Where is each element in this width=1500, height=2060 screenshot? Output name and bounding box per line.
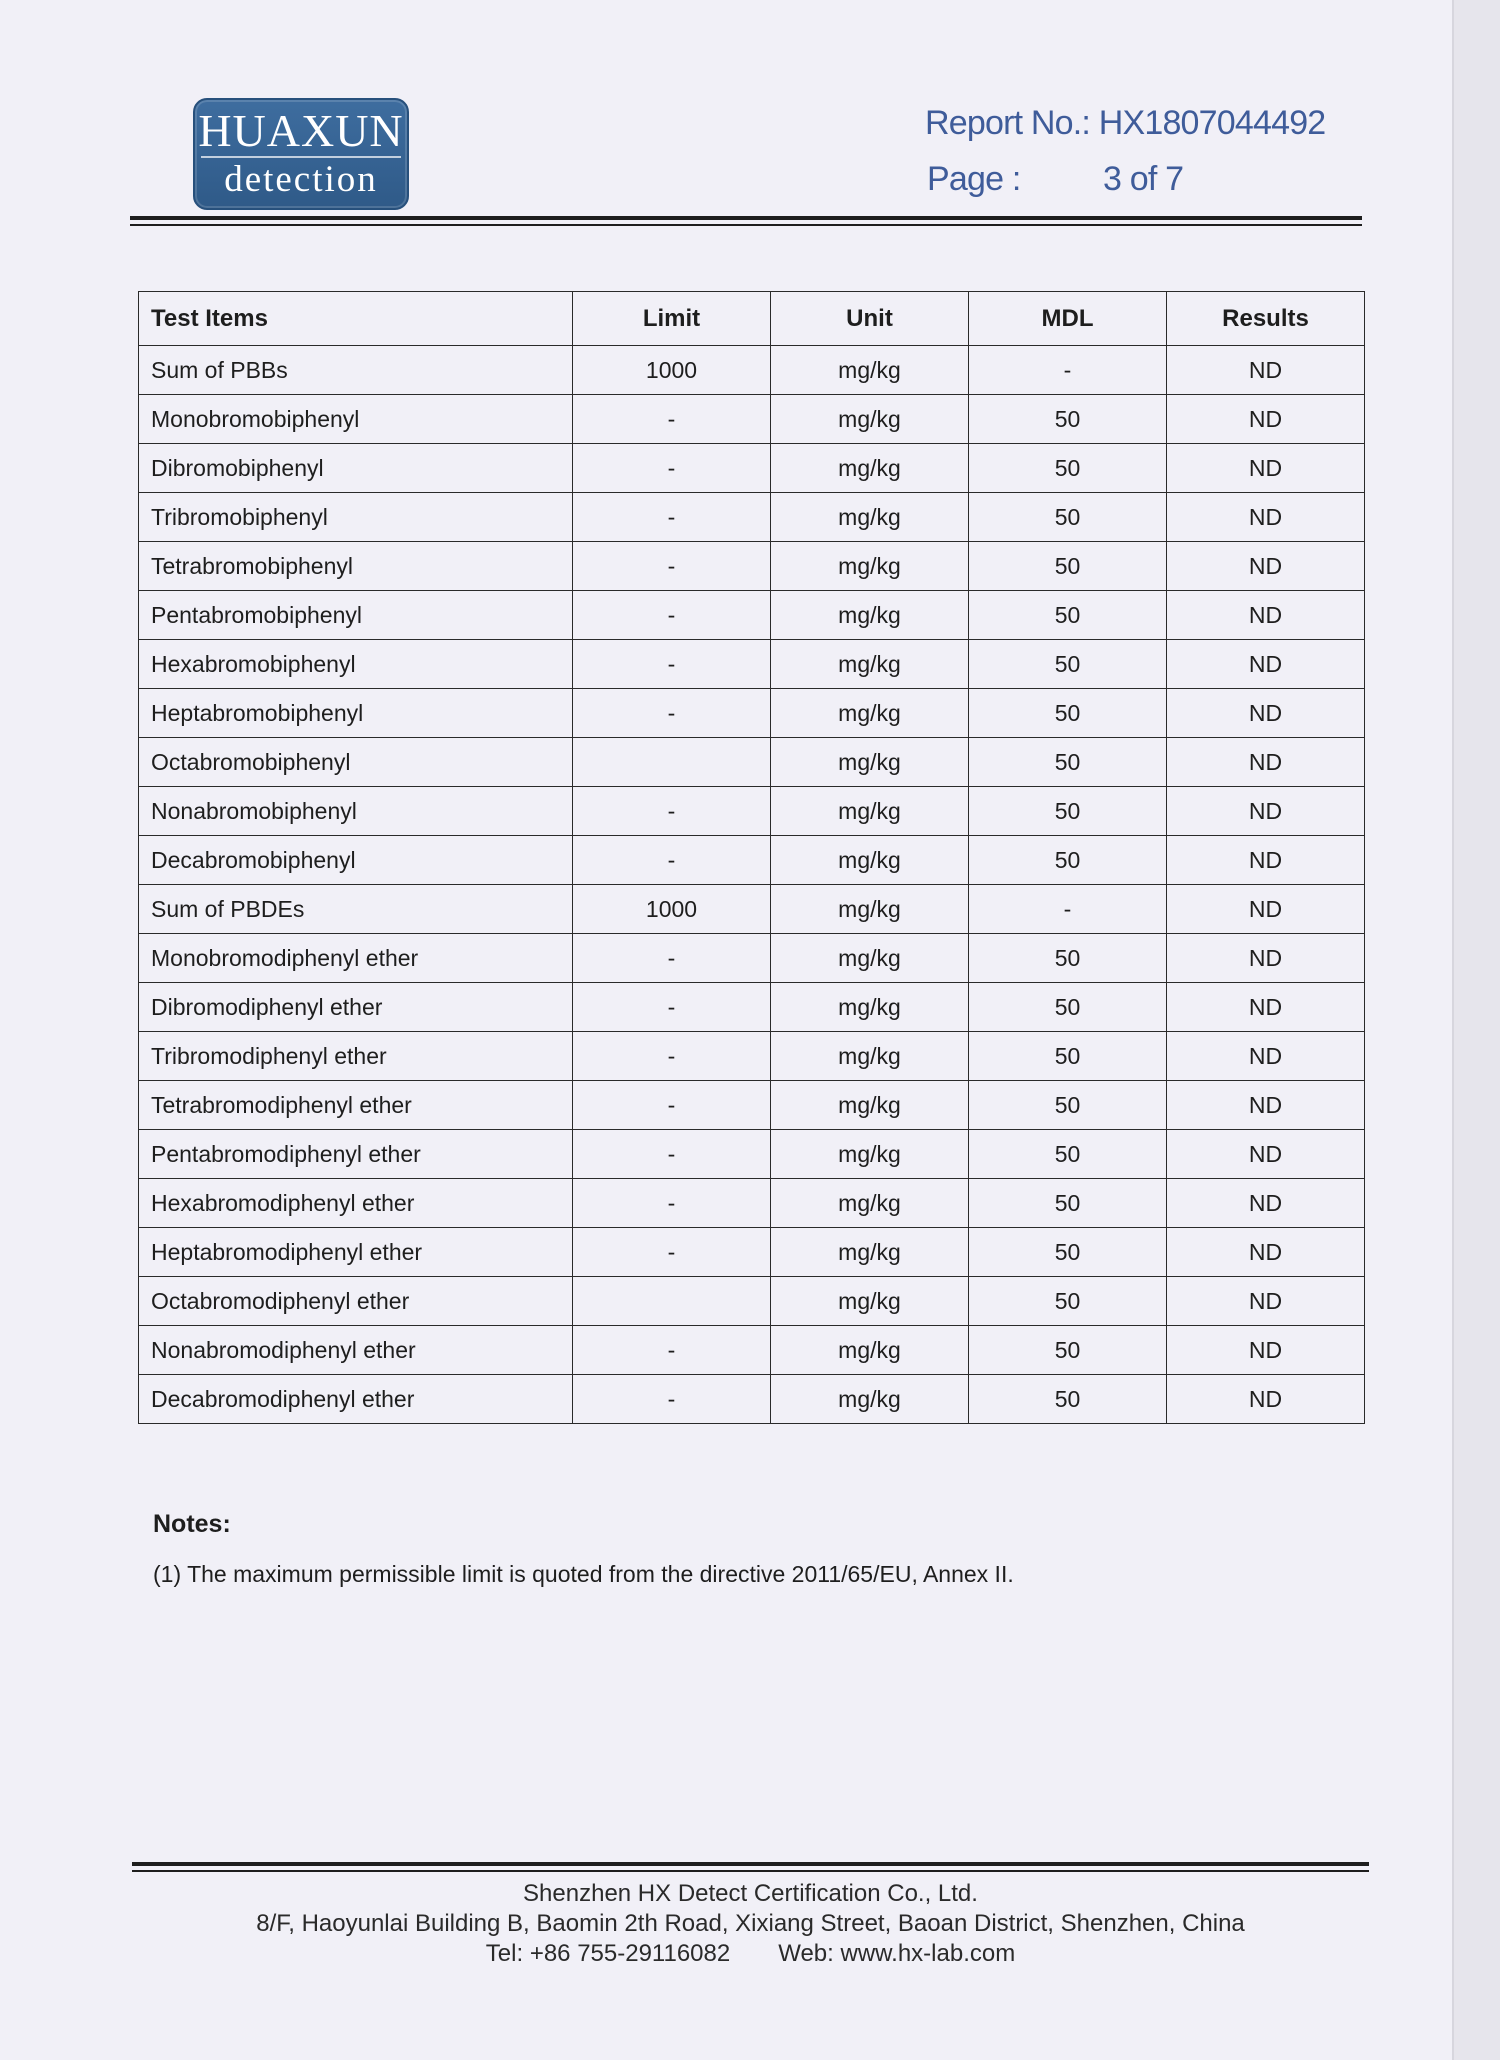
page-indicator [927, 160, 1184, 199]
table-row [139, 1277, 1365, 1326]
cell-limit: - [573, 689, 771, 738]
cell-result: ND [1167, 689, 1365, 738]
cell-limit: - [573, 1130, 771, 1179]
table-row [139, 1228, 1365, 1277]
cell-mdl: 50 [969, 1375, 1167, 1424]
table-row [139, 1326, 1365, 1375]
cell-mdl: 50 [969, 1326, 1167, 1375]
cell-unit: mg/kg [771, 1326, 969, 1375]
cell-result: ND [1167, 1130, 1365, 1179]
table-row [139, 1130, 1365, 1179]
cell-limit: - [573, 395, 771, 444]
cell-mdl: 50 [969, 689, 1167, 738]
column-header-unit: Unit [771, 292, 969, 346]
cell-test-item: Tribromodiphenyl ether [139, 1032, 573, 1081]
footer-address: 8/F, Haoyunlai Building B, Baomin 2th Road, Xixiang Street, Baoan District, Shenzhen, China [256, 1910, 1245, 1937]
cell-limit: - [573, 1326, 771, 1375]
cell-result: ND [1167, 1081, 1365, 1130]
cell-limit: - [573, 787, 771, 836]
cell-unit: mg/kg [771, 1179, 969, 1228]
cell-limit [573, 1277, 771, 1326]
cell-limit: - [573, 640, 771, 689]
cell-limit [573, 738, 771, 787]
cell-limit: - [573, 1375, 771, 1424]
table-row [139, 1179, 1365, 1228]
cell-test-item: Nonabromodiphenyl ether [139, 1326, 573, 1375]
cell-test-item: Dibromobiphenyl [139, 444, 573, 493]
page-label: Page : [927, 160, 1021, 198]
cell-test-item: Hexabromodiphenyl ether [139, 1179, 573, 1228]
logo-subtitle: detection [224, 159, 378, 200]
cell-result: ND [1167, 493, 1365, 542]
cell-unit: mg/kg [771, 1375, 969, 1424]
footer-rule-thin [132, 1870, 1369, 1872]
cell-limit: - [573, 1179, 771, 1228]
cell-result: ND [1167, 395, 1365, 444]
cell-mdl: 50 [969, 493, 1167, 542]
cell-unit: mg/kg [771, 1081, 969, 1130]
cell-test-item: Pentabromobiphenyl [139, 591, 573, 640]
cell-mdl: 50 [969, 1081, 1167, 1130]
cell-unit: mg/kg [771, 395, 969, 444]
cell-mdl: - [969, 346, 1167, 395]
cell-result: ND [1167, 1326, 1365, 1375]
cell-test-item: Decabromodiphenyl ether [139, 1375, 573, 1424]
cell-mdl: 50 [969, 1277, 1167, 1326]
cell-unit: mg/kg [771, 787, 969, 836]
cell-result: ND [1167, 444, 1365, 493]
cell-test-item: Sum of PBDEs [139, 885, 573, 934]
column-header-limit: Limit [573, 292, 771, 346]
footer-rule [132, 1862, 1369, 1866]
cell-mdl: 50 [969, 787, 1167, 836]
header-rule [130, 216, 1362, 220]
cell-unit: mg/kg [771, 346, 969, 395]
cell-limit: - [573, 983, 771, 1032]
cell-result: ND [1167, 836, 1365, 885]
cell-unit: mg/kg [771, 1032, 969, 1081]
cell-mdl: 50 [969, 934, 1167, 983]
cell-limit: - [573, 836, 771, 885]
cell-test-item: Heptabromodiphenyl ether [139, 1228, 573, 1277]
cell-test-item: Tetrabromobiphenyl [139, 542, 573, 591]
cell-result: ND [1167, 934, 1365, 983]
table-header-row [139, 292, 1365, 346]
cell-unit: mg/kg [771, 885, 969, 934]
cell-result: ND [1167, 738, 1365, 787]
cell-test-item: Decabromobiphenyl [139, 836, 573, 885]
cell-mdl: 50 [969, 1130, 1167, 1179]
cell-test-item: Nonabromobiphenyl [139, 787, 573, 836]
cell-unit: mg/kg [771, 1277, 969, 1326]
table-row [139, 640, 1365, 689]
page-edge [1452, 0, 1500, 2060]
table-row [139, 395, 1365, 444]
table-row [139, 1375, 1365, 1424]
cell-limit: - [573, 1228, 771, 1277]
cell-test-item: Octabromodiphenyl ether [139, 1277, 573, 1326]
column-header-mdl: MDL [969, 292, 1167, 346]
header-rule-thin [130, 224, 1362, 226]
cell-limit: - [573, 493, 771, 542]
table-row [139, 444, 1365, 493]
cell-limit: 1000 [573, 346, 771, 395]
cell-unit: mg/kg [771, 689, 969, 738]
cell-result: ND [1167, 1277, 1365, 1326]
table-row [139, 836, 1365, 885]
column-header-results: Results [1167, 292, 1365, 346]
cell-test-item: Hexabromobiphenyl [139, 640, 573, 689]
cell-unit: mg/kg [771, 542, 969, 591]
cell-mdl: 50 [969, 983, 1167, 1032]
cell-result: ND [1167, 1375, 1365, 1424]
column-header-test-items: Test Items [139, 292, 573, 346]
cell-test-item: Dibromodiphenyl ether [139, 983, 573, 1032]
page-value: 3 of 7 [1103, 160, 1184, 198]
cell-result: ND [1167, 787, 1365, 836]
cell-unit: mg/kg [771, 983, 969, 1032]
cell-result: ND [1167, 591, 1365, 640]
table-body [139, 346, 1365, 1424]
cell-result: ND [1167, 1228, 1365, 1277]
cell-limit: - [573, 1032, 771, 1081]
table-row [139, 934, 1365, 983]
table-row [139, 346, 1365, 395]
cell-mdl: 50 [969, 836, 1167, 885]
cell-mdl: 50 [969, 1228, 1167, 1277]
table-row [139, 591, 1365, 640]
footer-contact [132, 1940, 1369, 1968]
table-row [139, 983, 1365, 1032]
cell-unit: mg/kg [771, 493, 969, 542]
cell-unit: mg/kg [771, 444, 969, 493]
table-row [139, 738, 1365, 787]
cell-limit: - [573, 1081, 771, 1130]
cell-limit: - [573, 542, 771, 591]
cell-mdl: 50 [969, 395, 1167, 444]
cell-result: ND [1167, 1032, 1365, 1081]
cell-test-item: Sum of PBBs [139, 346, 573, 395]
cell-mdl: 50 [969, 444, 1167, 493]
table-row [139, 493, 1365, 542]
cell-result: ND [1167, 640, 1365, 689]
cell-test-item: Monobromodiphenyl ether [139, 934, 573, 983]
cell-mdl: 50 [969, 1179, 1167, 1228]
cell-result: ND [1167, 346, 1365, 395]
cell-test-item: Tetrabromodiphenyl ether [139, 1081, 573, 1130]
cell-mdl: 50 [969, 738, 1167, 787]
test-results-table [138, 291, 1365, 1424]
cell-unit: mg/kg [771, 1130, 969, 1179]
cell-limit: - [573, 444, 771, 493]
footer-tel: Tel: +86 755-29116082 [485, 1940, 731, 1967]
report-number: Report No.: HX1807044492 [925, 104, 1326, 142]
cell-limit: - [573, 591, 771, 640]
cell-mdl: 50 [969, 591, 1167, 640]
table-row [139, 689, 1365, 738]
cell-test-item: Heptabromobiphenyl [139, 689, 573, 738]
cell-test-item: Pentabromodiphenyl ether [139, 1130, 573, 1179]
cell-limit: 1000 [573, 885, 771, 934]
huaxun-logo [193, 98, 409, 210]
cell-unit: mg/kg [771, 591, 969, 640]
cell-result: ND [1167, 1179, 1365, 1228]
cell-test-item: Tribromobiphenyl [139, 493, 573, 542]
cell-unit: mg/kg [771, 738, 969, 787]
note-item: (1) The maximum permissible limit is quoted from the directive 2011/65/EU, Annex II. [153, 1561, 1014, 1587]
cell-unit: mg/kg [771, 836, 969, 885]
cell-limit: - [573, 934, 771, 983]
cell-result: ND [1167, 542, 1365, 591]
cell-result: ND [1167, 983, 1365, 1032]
cell-test-item: Monobromobiphenyl [139, 395, 573, 444]
table-row [139, 787, 1365, 836]
cell-mdl: 50 [969, 542, 1167, 591]
cell-mdl: 50 [969, 1032, 1167, 1081]
cell-unit: mg/kg [771, 1228, 969, 1277]
cell-mdl: 50 [969, 640, 1167, 689]
cell-unit: mg/kg [771, 640, 969, 689]
cell-test-item: Octabromobiphenyl [139, 738, 573, 787]
logo-wordmark: HUAXUN [198, 105, 404, 156]
footer-web: Web: www.hx-lab.com [778, 1940, 1016, 1967]
cell-mdl: - [969, 885, 1167, 934]
cell-result: ND [1167, 885, 1365, 934]
notes-title: Notes: [153, 1510, 231, 1538]
cell-unit: mg/kg [771, 934, 969, 983]
table-row [139, 885, 1365, 934]
table-row [139, 1032, 1365, 1081]
table-row [139, 542, 1365, 591]
footer-company: Shenzhen HX Detect Certification Co., Ltd. [523, 1880, 978, 1907]
table-row [139, 1081, 1365, 1130]
